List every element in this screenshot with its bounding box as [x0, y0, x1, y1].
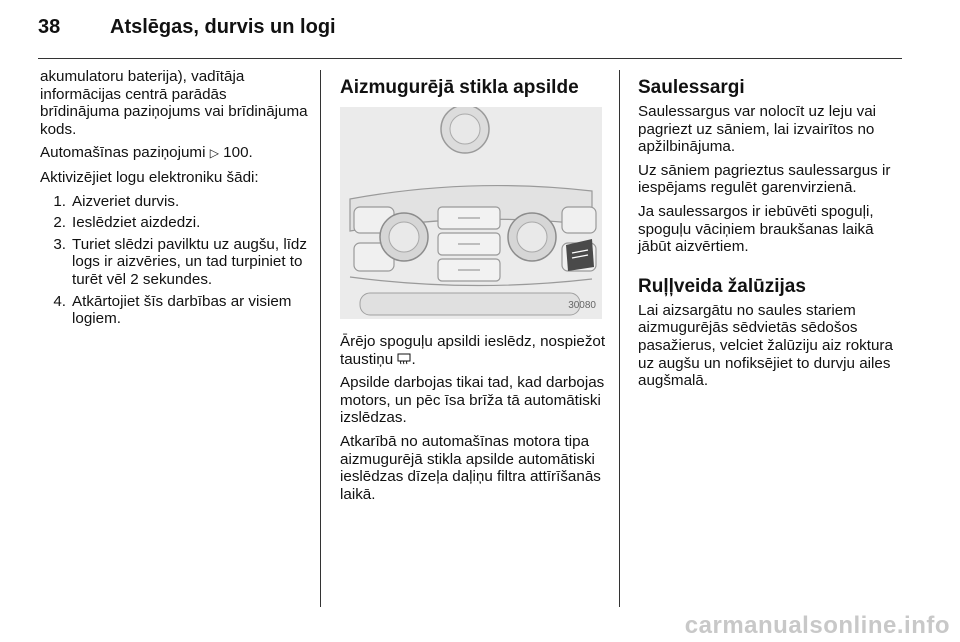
page-header [38, 16, 336, 48]
column-1 [40, 68, 308, 332]
reference-arrow-icon: ▷ [209, 146, 219, 161]
paragraph: Ārējo spoguļu apsildi ieslēdz, nospiežot taustiņu . [340, 333, 606, 368]
paragraph: Saulessargus var nolocīt uz leju vai pagriezt uz sāniem, lai izvairītos no apžilbinājuma. [638, 103, 877, 156]
column-2 [340, 68, 606, 509]
control-panel-illustration [340, 107, 602, 319]
reference-page-link[interactable]: 100. [223, 144, 253, 162]
steps-list [40, 193, 308, 328]
section-heading: Saulessargi [638, 77, 745, 98]
paragraph: Lai aizsargātu no saules stariem aizmugurējās sēdvietās sēdošos pasažierus, velciet žalūziju aiz roktura uz augšu un nofiksējiet to durvju ailes augšmalā. [638, 301, 893, 390]
paragraph: Apsilde darbojas tikai tad, kad darbojas motors, un pēc īsa brīža tā automātiski izslēdzas. [340, 374, 605, 427]
list-item: 3. Turiet slēdzi pavilktu uz augšu, līdz logs ir aizvēries, un tad turpiniet to turēt vēl 2 sekundes. [53, 235, 307, 288]
section-heading: Aizmugurējā stikla apsilde [340, 77, 579, 98]
section-heading: Ruļļveida žalūzijas [638, 275, 806, 297]
column-divider-2 [619, 70, 620, 607]
column-divider-1 [320, 70, 321, 607]
paragraph: Ja saulessargos ir iebūvēti spoguļi, spoguļu vāciņiem braukšanas laikā jābūt aizvērtiem. [638, 202, 874, 256]
list-item: 1. Aizveriet durvis. [53, 192, 180, 210]
header-rule [38, 58, 902, 59]
paragraph: Atkarībā no automašīnas motora tipa aizmugurējā stikla apsilde automātiski ieslēdzas dīzeļa daļiņu filtra attīrīšanās laikā. [340, 432, 601, 503]
paragraph: Uz sāniem pagrieztus saulessargus ir iespējams regulēt garenvirzienā. [638, 161, 891, 197]
paragraph: Aktivizējiet logu elektroniku šādi: [40, 168, 259, 186]
figure-code: 30080 [568, 300, 596, 312]
paragraph-reference: Automašīnas paziņojumi ▷ 100. [40, 144, 253, 162]
paragraph: akumulatoru baterija), vadītāja informācijas centrā parādās brīdinājuma paziņojums vai brīdinājuma kods. [40, 68, 308, 138]
list-item: 2. Ieslēdziet aizdedzi. [53, 214, 201, 232]
rear-window-heating-icon [397, 353, 411, 365]
page-title: Atslēgas, durvis un logi [110, 16, 336, 38]
page-number: 38 [38, 16, 61, 38]
watermark: carmanualsonline.info [684, 612, 950, 639]
column-3 [638, 68, 906, 396]
list-item: 4. Atkārtojiet šīs darbības ar visiem logiem. [53, 292, 292, 328]
